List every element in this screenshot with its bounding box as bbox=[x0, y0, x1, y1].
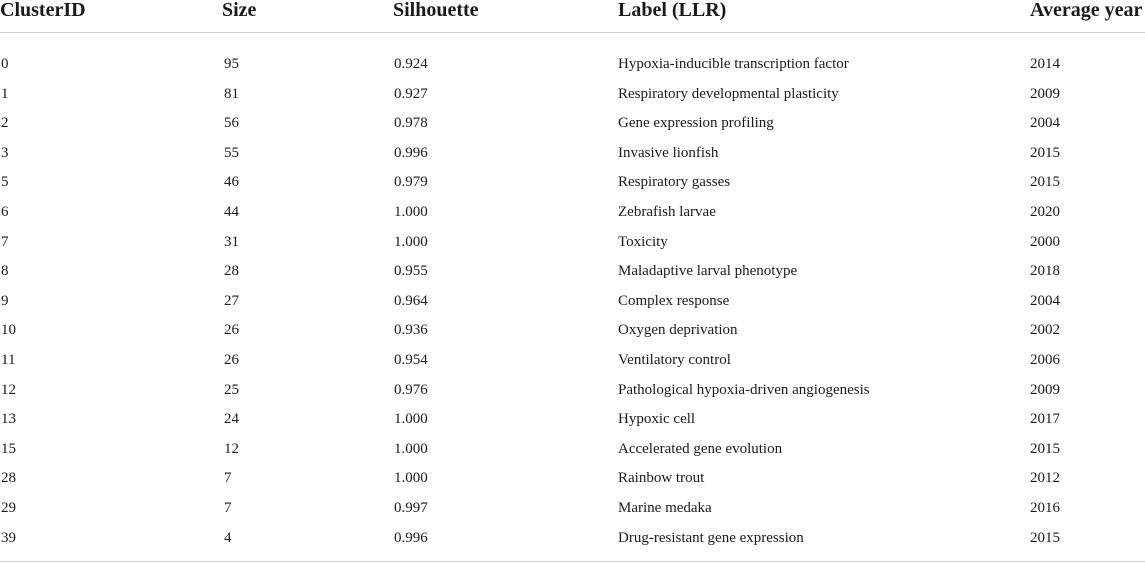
table-row bbox=[0, 316, 1145, 346]
cell-silhouette: 0.955 bbox=[394, 263, 428, 280]
cell-size: 95 bbox=[224, 56, 239, 72]
cell-label: Pathological hypoxia-driven angiogenesis bbox=[618, 381, 870, 398]
table-row bbox=[0, 287, 1145, 317]
table-row bbox=[0, 257, 1145, 287]
cell-average-year: 2015 bbox=[1030, 144, 1060, 161]
cell-size: 7 bbox=[224, 470, 232, 487]
cell-label: Marine medaka bbox=[618, 499, 712, 516]
cell-cluster-id: 6 bbox=[1, 203, 9, 220]
cell-cluster-id: 10 bbox=[1, 322, 16, 339]
cell-label: Maladaptive larval phenotype bbox=[618, 263, 798, 280]
cell-size: 26 bbox=[224, 351, 239, 368]
cell-size: 44 bbox=[224, 203, 239, 220]
cell-average-year: 2009 bbox=[1030, 381, 1060, 398]
cell-average-year: 2016 bbox=[1030, 499, 1060, 516]
cell-average-year: 2018 bbox=[1030, 263, 1060, 280]
cell-average-year: 2015 bbox=[1030, 529, 1060, 546]
cell-label: Drug-resistant gene expression bbox=[618, 529, 804, 546]
cell-cluster-id: 5 bbox=[1, 174, 9, 191]
cell-silhouette: 1.000 bbox=[394, 411, 428, 428]
header-size: Size bbox=[222, 0, 257, 21]
table-row bbox=[0, 494, 1145, 524]
cell-cluster-id: 39 bbox=[1, 529, 16, 546]
cell-silhouette: 0.996 bbox=[394, 144, 428, 161]
cell-silhouette: 0.978 bbox=[394, 115, 428, 132]
header-average-year: Average year bbox=[1030, 0, 1143, 21]
cell-average-year: 2020 bbox=[1030, 203, 1060, 220]
table-row bbox=[0, 168, 1145, 198]
table-row bbox=[0, 80, 1145, 110]
table-row bbox=[0, 228, 1145, 258]
header-silhouette: Silhouette bbox=[393, 0, 479, 21]
cell-size: 56 bbox=[224, 115, 239, 132]
table-row bbox=[0, 50, 1145, 80]
table-header bbox=[0, 0, 1145, 33]
table-row bbox=[0, 198, 1145, 228]
cell-size: 81 bbox=[224, 85, 239, 102]
cell-silhouette: 0.964 bbox=[394, 292, 428, 309]
cell-size: 31 bbox=[224, 233, 239, 250]
cell-silhouette: 1.000 bbox=[394, 470, 428, 487]
cell-label: Zebrafish larvae bbox=[618, 203, 716, 220]
table-row bbox=[0, 346, 1145, 376]
cell-label: Toxicity bbox=[618, 233, 668, 250]
cell-average-year: 2004 bbox=[1030, 115, 1060, 132]
cell-label: Hypoxia-inducible transcription factor bbox=[618, 56, 849, 72]
header-cluster-id: ClusterID bbox=[0, 0, 86, 21]
cell-label: Ventilatory control bbox=[618, 351, 731, 368]
cell-silhouette: 1.000 bbox=[394, 233, 428, 250]
table-row bbox=[0, 109, 1145, 139]
cell-average-year: 2012 bbox=[1030, 470, 1060, 487]
cell-cluster-id: 0 bbox=[1, 56, 9, 72]
table-row bbox=[0, 405, 1145, 435]
cell-cluster-id: 9 bbox=[1, 292, 9, 309]
cell-cluster-id: 8 bbox=[1, 263, 9, 280]
table-row bbox=[0, 435, 1145, 465]
cell-label: Accelerated gene evolution bbox=[618, 440, 783, 457]
cell-cluster-id: 3 bbox=[1, 144, 9, 161]
cell-average-year: 2015 bbox=[1030, 440, 1060, 457]
cell-average-year: 2002 bbox=[1030, 322, 1060, 339]
cell-silhouette: 1.000 bbox=[394, 203, 428, 220]
cell-average-year: 2009 bbox=[1030, 85, 1060, 102]
cell-average-year: 2004 bbox=[1030, 292, 1060, 309]
cell-label: Respiratory gasses bbox=[618, 174, 731, 191]
cell-average-year: 2017 bbox=[1030, 411, 1060, 428]
cell-average-year: 2000 bbox=[1030, 233, 1060, 250]
cell-label: Hypoxic cell bbox=[618, 411, 696, 428]
cell-average-year: 2015 bbox=[1030, 174, 1060, 191]
cell-cluster-id: 28 bbox=[1, 470, 16, 487]
cell-size: 46 bbox=[224, 174, 239, 191]
cell-size: 26 bbox=[224, 322, 239, 339]
table-bottom-rule bbox=[0, 561, 1145, 562]
cell-cluster-id: 29 bbox=[1, 499, 16, 516]
cell-silhouette: 0.936 bbox=[394, 322, 428, 339]
cell-cluster-id: 15 bbox=[1, 440, 16, 457]
cell-size: 27 bbox=[224, 292, 239, 309]
cell-size: 12 bbox=[224, 440, 239, 457]
table-row bbox=[0, 139, 1145, 169]
cell-silhouette: 0.924 bbox=[394, 56, 428, 72]
cell-size: 7 bbox=[224, 499, 232, 516]
cell-size: 24 bbox=[224, 411, 239, 428]
cell-silhouette: 0.954 bbox=[394, 351, 428, 368]
cell-silhouette: 0.997 bbox=[394, 499, 428, 516]
table-row bbox=[0, 376, 1145, 406]
cell-average-year: 2006 bbox=[1030, 351, 1060, 368]
cell-size: 55 bbox=[224, 144, 239, 161]
cell-label: Invasive lionfish bbox=[618, 144, 719, 161]
cell-label: Rainbow trout bbox=[618, 470, 705, 487]
header-label-llr: Label (LLR) bbox=[618, 0, 727, 21]
cell-silhouette: 0.927 bbox=[394, 85, 428, 102]
cell-label: Complex response bbox=[618, 292, 730, 309]
cell-cluster-id: 2 bbox=[1, 115, 9, 132]
cell-cluster-id: 1 bbox=[1, 85, 9, 102]
cell-size: 4 bbox=[224, 529, 232, 546]
cell-size: 28 bbox=[224, 263, 239, 280]
cell-size: 25 bbox=[224, 381, 239, 398]
cell-silhouette: 1.000 bbox=[394, 440, 428, 457]
cell-cluster-id: 12 bbox=[1, 381, 16, 398]
cell-cluster-id: 13 bbox=[1, 411, 16, 428]
table-row bbox=[0, 524, 1145, 554]
cell-label: Gene expression profiling bbox=[618, 115, 774, 132]
cell-silhouette: 0.976 bbox=[394, 381, 428, 398]
cell-cluster-id: 7 bbox=[1, 233, 9, 250]
cell-label: Respiratory developmental plasticity bbox=[618, 85, 839, 102]
cell-cluster-id: 11 bbox=[1, 351, 16, 368]
cell-silhouette: 0.996 bbox=[394, 529, 428, 546]
table-row bbox=[0, 464, 1145, 494]
cell-average-year: 2014 bbox=[1030, 56, 1060, 72]
cell-silhouette: 0.979 bbox=[394, 174, 428, 191]
cell-label: Oxygen deprivation bbox=[618, 322, 738, 339]
table-body bbox=[0, 50, 1145, 553]
